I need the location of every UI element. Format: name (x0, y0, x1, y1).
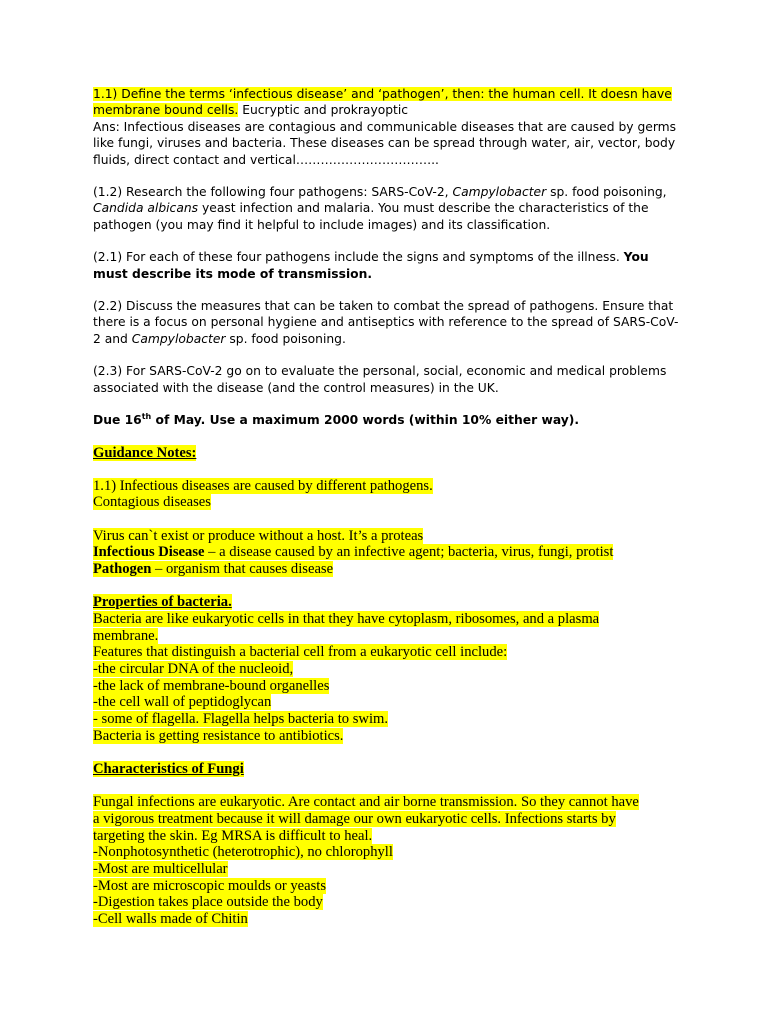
fungi-line: -Cell walls made of Chitin (93, 911, 248, 928)
q11-note: Eucryptic and prokrayoptic (238, 103, 409, 118)
definition-infectious-disease: Infectious Disease – a disease caused by an infective agent; bacteria, virus, fungi, protist (93, 544, 614, 561)
due-text-a: Due 16 (93, 413, 142, 428)
fungi-line: -Digestion takes place outside the body (93, 894, 323, 911)
due-date (93, 412, 683, 428)
fungi-line: Fungal infections are eukaryotic. Are contact and air borne transmission. So they cannot have (93, 794, 639, 811)
bacteria-line: -the circular DNA of the nucleoid, (93, 661, 294, 678)
fungi-line: -Most are multicellular (93, 861, 228, 878)
fungi-line: targeting the skin. Eg MRSA is difficult to heal. (93, 827, 373, 844)
question-2-1 (93, 249, 683, 282)
question-1-1 (93, 86, 683, 168)
fungi-line: a vigorous treatment because it will damage our own eukaryotic cells. Infections starts by (93, 810, 616, 827)
guidance-heading: Guidance Notes: (93, 444, 197, 461)
guidance-line: 1.1) Infectious diseases are caused by different pathogens. (93, 477, 433, 494)
due-sup: th (141, 412, 152, 421)
q12-text-c: sp. food poisoning, (546, 185, 667, 200)
question-2-2 (93, 298, 683, 347)
q22-italic: Campylobacter (131, 331, 226, 346)
bacteria-line: Bacteria are like eukaryotic cells in that they have cytoplasm, ribosomes, and a plasma (93, 610, 600, 627)
question-2-3: (2.3) For SARS-CoV-2 go on to evaluate the personal, social, economic and medical problems associated with the disease (and the control measures) in the UK. (93, 364, 667, 395)
bacteria-line: Bacteria is getting resistance to antibiotics. (93, 727, 344, 744)
q12-italic-a: Campylobacter (452, 185, 547, 200)
definition-pathogen: Pathogen – organism that causes disease (93, 561, 334, 578)
highlight-q11-b: membrane bound cells. (93, 103, 239, 118)
q22-text-a: (2.2) Discuss the measures that can be taken to combat the spread of pathogens. Ensure that there is a focus on personal hygiene and antiseptics with reference to the spread of SARS-CoV-2 and (93, 299, 679, 346)
fungi-line: -Nonphotosynthetic (heterotrophic), no chlorophyll (93, 844, 393, 861)
bacteria-line: -the lack of membrane-bound organelles (93, 677, 330, 694)
q21-bold: You must describe its mode of transmission. (93, 250, 649, 281)
question-1-2 (93, 184, 683, 233)
fungi-heading: Characteristics of Fungi (93, 761, 244, 778)
guidance-notes (93, 445, 683, 928)
guidance-line: Contagious diseases (93, 494, 211, 511)
q22-text-c: sp. food poisoning. (225, 331, 346, 346)
q12-text-e: yeast infection and malaria. You must describe the characteristics of the pathogen (you may find it helpful to include images) and its classification. (93, 201, 649, 232)
fungi-line: -Most are microscopic moulds or yeasts (93, 877, 327, 894)
document-page (93, 86, 683, 928)
bacteria-line: -the cell wall of peptidoglycan (93, 694, 272, 711)
bacteria-line: membrane. (93, 627, 159, 644)
due-text-b: of May. Use a maximum 2000 words (within 10% either way). (151, 413, 580, 428)
bacteria-line: Features that distinguish a bacterial cell from a eukaryotic cell include: (93, 644, 508, 661)
guidance-line: Virus can`t exist or produce without a host. It’s a proteas (93, 527, 424, 544)
q21-text: (2.1) For each of these four pathogens include the signs and symptoms of the illness. (93, 250, 624, 265)
bacteria-line: - some of flagella. Flagella helps bacteria to swim. (93, 711, 389, 728)
q12-text-a: (1.2) Research the following four pathogens: SARS-CoV-2, (93, 185, 453, 200)
question-1-1-answer: Ans: Infectious diseases are contagious and communicable diseases that are caused by germs like fungi, viruses and bacteria. These diseases can be spread through water, air, vector, body fluids, direct contact and vertical…………………………….. (93, 119, 677, 167)
highlight-q11-a: 1.1) Define the terms ‘infectious disease’ and ‘pathogen’, then: the human cell. It doesn have (93, 87, 672, 101)
q12-italic-b: Candida albicans (93, 201, 199, 216)
bacteria-heading: Properties of bacteria. (93, 594, 232, 611)
question-1-1-prompt (93, 86, 683, 119)
